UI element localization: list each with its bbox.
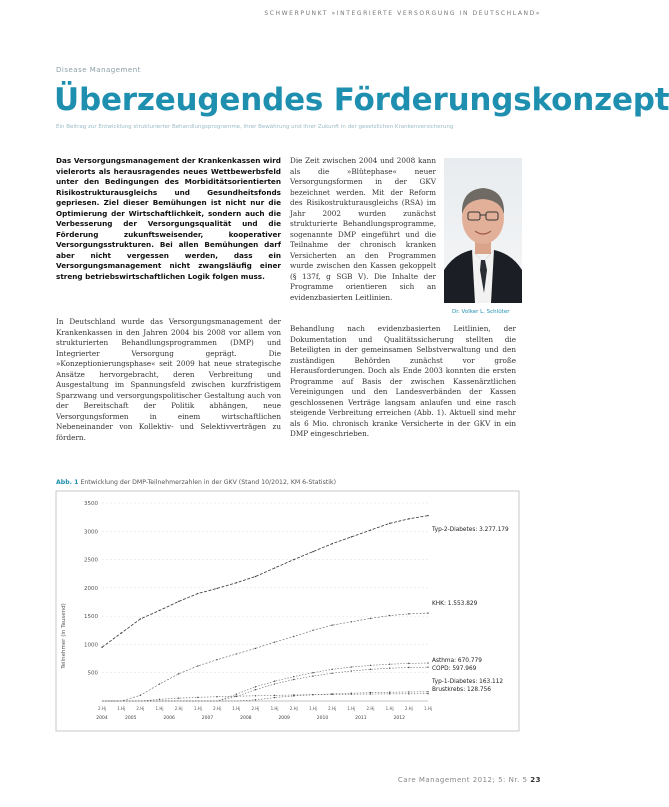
series-point <box>427 666 428 667</box>
photo-caption: Dr. Volker L. Schlüter <box>452 309 510 315</box>
x-year-label: 2007 <box>201 716 214 721</box>
body-left-text: In Deutschland wurde das Versorgungsmanagement der Krankenkassen in den Jahren 2004 bis 2008 vor allem von strukturierten Behandlungsprogrammen (DMP) und Integrierter Versorgung geprägt. Die »Konzeptionierungsphase« seit 2009 hat neue strategische Ansätze hervorgebracht, deren Verbreitung und Ausgestaltung im Spannungsfeld zwischen kurzfristigem Sparzwang und versorgungspolitischer Gestaltung auch von der Bereitschaft der Politik abhängen, neue Versorgungsformen in einem wirtschaftlichen Nebeneinander von Kollektiv- und Selektivverträgen zu fördern. <box>56 317 281 442</box>
figure-label: Abb. 1 <box>56 479 79 486</box>
x-tick-label: 1.Hj <box>424 706 432 711</box>
x-tick-label: 2.Hj <box>174 706 183 711</box>
series-point <box>216 659 217 660</box>
series-point <box>408 693 409 694</box>
series-point <box>312 630 313 631</box>
y-tick-label: 500 <box>87 670 98 677</box>
series-point <box>427 662 428 663</box>
series-point <box>331 669 332 670</box>
series-point <box>178 601 179 602</box>
series-point <box>159 699 160 700</box>
series-point <box>216 588 217 589</box>
x-tick-label: 2.Hj <box>251 706 260 711</box>
series-point <box>197 665 198 666</box>
x-tick-label: 1.Hj <box>270 706 279 711</box>
series-label: COPD: 597.969 <box>432 666 477 672</box>
series-point <box>236 695 237 696</box>
series-point <box>351 666 352 667</box>
series-point <box>389 523 390 524</box>
series-point <box>101 647 102 648</box>
series-point <box>236 653 237 654</box>
series-point <box>331 673 332 674</box>
page-footer <box>398 776 541 784</box>
series-point <box>293 679 294 680</box>
series-point <box>312 551 313 552</box>
x-tick-label: 2.Hj <box>136 706 145 711</box>
page-number: 23 <box>530 776 541 784</box>
series-point <box>427 693 428 694</box>
lead-text: Das Versorgungsmanagement der Krankenkassen wird vielerorts als herausragendes neues Wettbewerbsfeld unter den Bedingungen des Morbiditätsorientierten Risikostrukturausgleichs und Gesundheitsfonds gepriesen. Ziel dieser Bemühungen ist nicht nur die Optimierung der Wirtschaftlichkeit, sondern auch die Verbesserung der Versorgungsqualität und die Förderung zukunftsweisender, kooperativer Versorgungsstrukturen. Bei allen Bemühungen darf aber nicht vergessen werden, dass ein Versorgungsmanagement nicht zwangsläufig einer streng betriebswirtschaftlichen Logik folgen muss. <box>56 156 281 281</box>
author-photo <box>444 158 522 303</box>
series-point <box>331 624 332 625</box>
series-label: Asthma: 670.779 <box>432 658 482 664</box>
x-year-label: 2004 <box>96 716 108 721</box>
series-point <box>427 515 428 516</box>
series-point <box>389 615 390 616</box>
footer-journal: Care Management 2012; 5: Nr. 5 <box>397 776 528 784</box>
series-point <box>274 681 275 682</box>
lead-paragraph <box>56 156 281 282</box>
series-point <box>351 536 352 537</box>
running-head: SCHWERPUNKT »INTEGRIERTE VERSORGUNG IN DEUTSCHLAND« <box>264 10 541 17</box>
series-point <box>427 612 428 613</box>
body-left-column <box>56 317 281 443</box>
series-point <box>293 559 294 560</box>
body-right-bottom-text: Behandlung nach evidenzbasierten Leitlinien, der Dokumentation und Qualitätssicherung stellten die Beteiligten in der gemeinsamen Selbstverwaltung und den zuständigen Behörden zunächst vor große Herausforderungen. Doch als Ende 2003 konnten die ersten Programme auf Basis der zwischen Kassenärztlichen Vereinigungen und den Landesverbänden der Kassen geschlossenen Verträge langsam anlaufen und eine rasch steigende Verbreitung erreichen (Abb. 1). Aktuell sind mehr als 6 Mio. chronisch kranke Versicherte in der GKV in ein DMP eingeschrieben. <box>290 324 516 438</box>
dmp-line-chart <box>56 491 519 731</box>
x-tick-label: 2.Hj <box>404 706 413 711</box>
series-point <box>408 613 409 614</box>
series-point <box>408 663 409 664</box>
x-tick-label: 2.Hj <box>213 706 222 711</box>
series-point <box>274 683 275 684</box>
series-point <box>351 694 352 695</box>
series-point <box>408 667 409 668</box>
kicker: Disease Management <box>56 66 141 74</box>
article-title: Überzeugendes Förderungskonzept <box>54 82 669 118</box>
x-tick-label: 1.Hj <box>347 706 356 711</box>
series-point <box>370 618 371 619</box>
series-point <box>140 695 141 696</box>
series-point <box>274 695 275 696</box>
series-point <box>370 693 371 694</box>
series-point <box>236 582 237 583</box>
figure-title: Entwicklung der DMP-Teilnehmerzahlen in der GKV (Stand 10/2012, KM 6-Statistik) <box>80 479 337 486</box>
series-point <box>159 683 160 684</box>
series-point <box>255 699 256 700</box>
body-right-top-text: Die Zeit zwischen 2004 und 2008 kann als die »Blütephase« neuer Versorgungsformen in der GKV bezeichnet werden. Mit der Reform des Risikostrukturausgleichs (RSA) im Jahr 2002 wurden zunächst strukturierte Behandlungsprogramme, sogenannte DMP eingeführt und die Teilnahme der chronisch kranken Versicherten an den Programmen wurde zwischen den Kassen gekoppelt (§ 137f, g SGB V). Die Inhalte der Programme orientieren sich an evidenzbasierten Leitlinien. <box>290 156 436 302</box>
y-tick-label: 2000 <box>84 585 98 592</box>
series-point <box>370 665 371 666</box>
series-point <box>427 691 428 692</box>
series-point <box>312 672 313 673</box>
series-point <box>389 667 390 668</box>
y-tick-label: 2500 <box>84 557 98 564</box>
series-point <box>178 673 179 674</box>
x-year-label: 2006 <box>163 716 175 721</box>
series-point <box>408 518 409 519</box>
series-point <box>293 694 294 695</box>
series-point <box>178 697 179 698</box>
series-point <box>159 610 160 611</box>
x-tick-label: 2.Hj <box>366 706 375 711</box>
series-point <box>389 664 390 665</box>
y-tick-label: 3000 <box>84 529 98 536</box>
series-point <box>408 691 409 692</box>
series-point <box>274 697 275 698</box>
x-tick-label: 1.Hj <box>193 706 202 711</box>
series-point <box>389 692 390 693</box>
series-point <box>331 694 332 695</box>
series-point <box>274 641 275 642</box>
y-tick-label: 1500 <box>84 614 98 621</box>
series-point <box>255 695 256 696</box>
series-point <box>351 621 352 622</box>
series-point <box>312 694 313 695</box>
y-tick-label: 3500 <box>84 501 98 507</box>
body-right-top-column <box>290 156 436 303</box>
x-tick-label: 2.Hj <box>289 706 298 711</box>
x-tick-label: 1.Hj <box>308 706 317 711</box>
series-point <box>370 692 371 693</box>
series-point <box>331 543 332 544</box>
series-point <box>255 689 256 690</box>
x-tick-label: 1.Hj <box>117 706 126 711</box>
series-point <box>255 576 256 577</box>
series-label: Brustkrebs: 128.756 <box>432 687 491 693</box>
body-right-bottom-column <box>290 324 516 440</box>
series-point <box>274 567 275 568</box>
series-point <box>370 529 371 530</box>
series-point <box>255 648 256 649</box>
series-point <box>389 693 390 694</box>
series-point <box>120 632 121 633</box>
series-point <box>293 636 294 637</box>
x-year-label: 2012 <box>393 716 405 721</box>
series-point <box>216 696 217 697</box>
x-year-label: 2005 <box>125 716 137 721</box>
series-label: Typ-1-Diabetes: 163.112 <box>432 679 504 685</box>
x-tick-label: 1.Hj <box>385 706 394 711</box>
series-label: KHK: 1.553.829 <box>432 601 478 607</box>
x-year-label: 2009 <box>278 716 290 721</box>
series-point <box>351 670 352 671</box>
x-tick-label: 2.Hj <box>328 706 337 711</box>
y-axis-label: Teilnehmer (in Tausend) <box>61 603 67 669</box>
series-point <box>370 669 371 670</box>
series-point <box>293 676 294 677</box>
figure-caption <box>56 479 336 486</box>
x-year-label: 2010 <box>316 716 329 721</box>
series-point <box>312 675 313 676</box>
x-tick-label: 1.Hj <box>232 706 241 711</box>
x-tick-label: 1.Hj <box>155 706 164 711</box>
series-point <box>236 694 237 695</box>
x-year-label: 2008 <box>240 716 252 721</box>
article-subtitle: Ein Beitrag zur Entwicklung strukturierter Behandlungsprogramme, ihrer Bewährung und ihrer Zukunft in der gesetzlichen Krankenversicherung <box>56 124 454 130</box>
series-point <box>140 618 141 619</box>
series-point <box>197 593 198 594</box>
x-tick-label: 2.Hj <box>98 706 106 711</box>
x-year-label: 2011 <box>355 716 367 721</box>
series-point <box>255 686 256 687</box>
series-label: Typ-2-Diabetes: 3.277.179 <box>432 527 509 533</box>
y-tick-label: 1000 <box>84 642 98 649</box>
series-point <box>197 697 198 698</box>
